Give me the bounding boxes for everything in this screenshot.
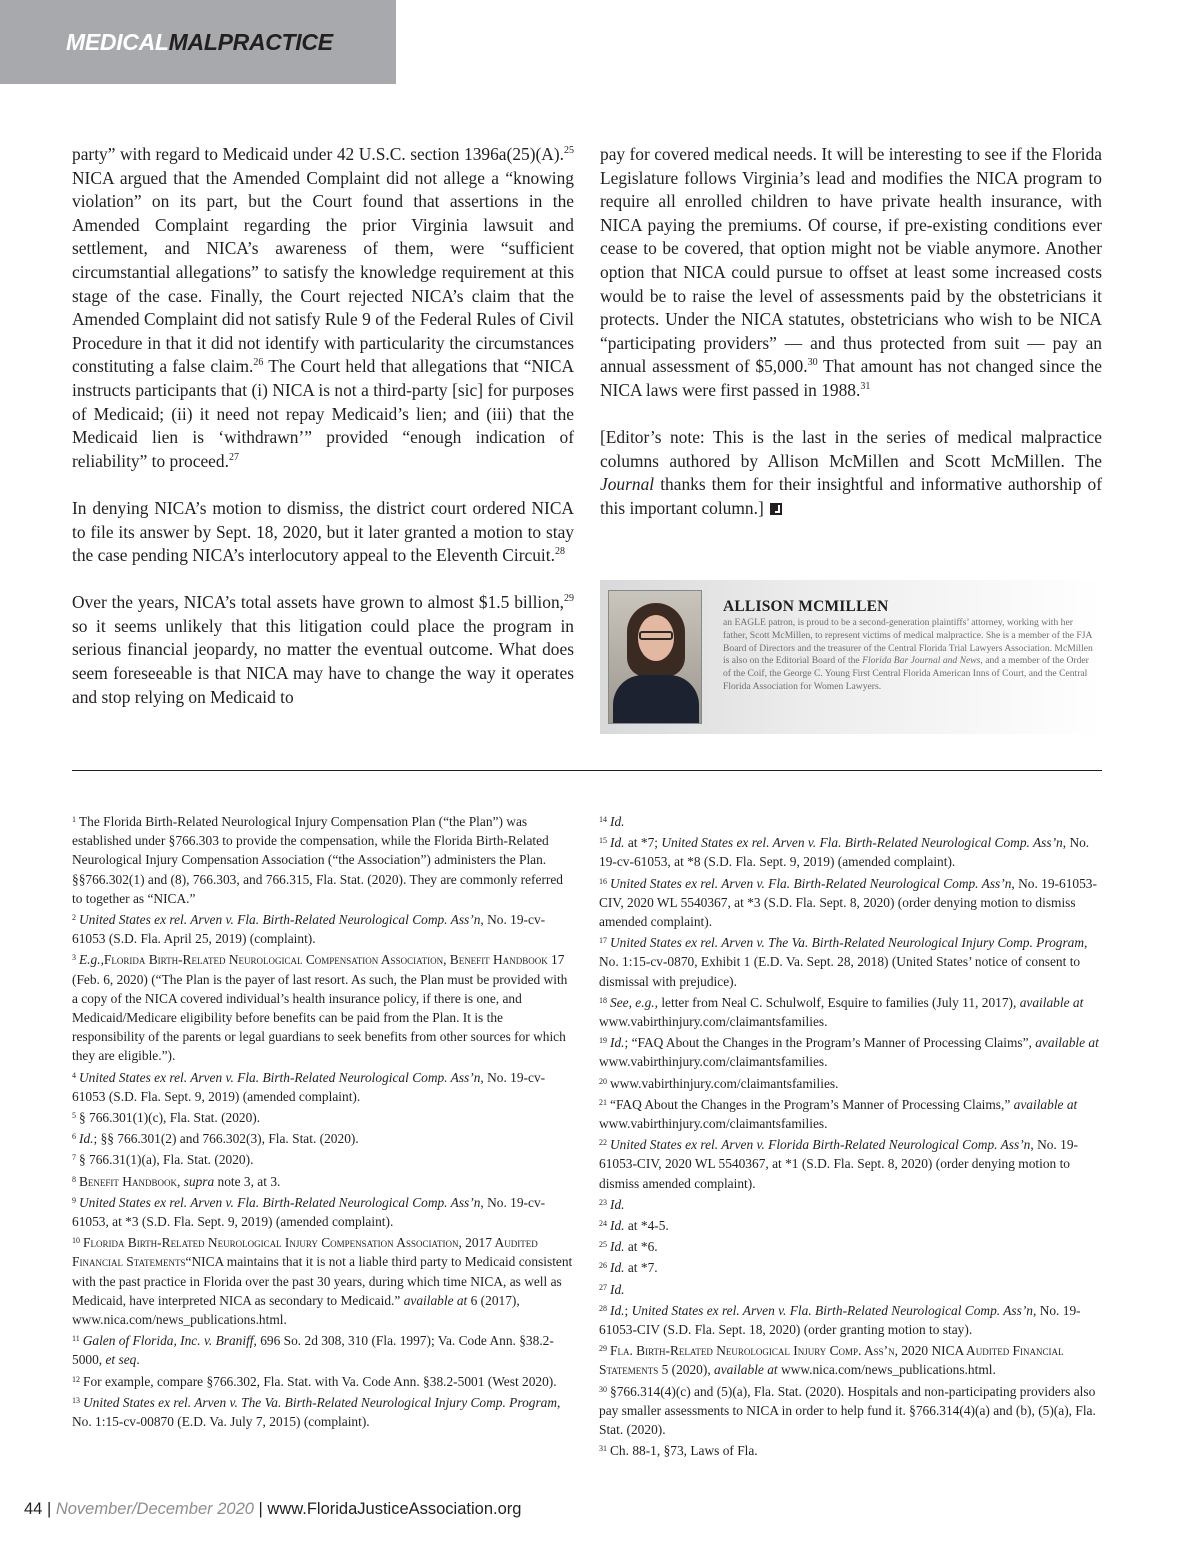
footnote-ref[interactable]: 30: [807, 357, 818, 369]
footnote-text: Id.: [610, 1281, 625, 1297]
footnote-text: United States ex rel. Arven v. Fla. Birth-Related Neurological Comp. Ass’n: [661, 835, 1063, 851]
footnote-text: 5 (2020),: [658, 1362, 715, 1378]
footnote-number: 6: [72, 1132, 76, 1142]
body-paragraph: [72, 497, 574, 568]
footnote-text: , No. 19-cv-61053 (S.D. Fla. April 25, 2019) (complaint).: [72, 912, 546, 947]
footnote-number: 9: [72, 1195, 76, 1205]
footnote-number: 15: [599, 836, 607, 846]
footnote-text: letter from Neal C. Schulwolf, Esquire to families (July 11, 2017),: [657, 994, 1020, 1010]
footnote-number: 18: [599, 995, 607, 1005]
footnote-31: [599, 1439, 1101, 1460]
footnote-text: , No. 1:15-cv-0870, Exhibit 1 (E.D. Va. Sept. 28, 2018) (United States’ notice of consent to dismissal with prejudice).: [599, 935, 1088, 989]
footnote-text: 6 (2017),: [467, 1292, 520, 1308]
section-title-part2: MALPRACTICE: [168, 29, 333, 55]
footnote-9: [72, 1191, 574, 1231]
footnote-24: [599, 1214, 1101, 1235]
author-name: ALLISON MCMILLEN: [723, 598, 889, 615]
footnote-18: [599, 991, 1101, 1031]
footnote-text: United States ex rel. Arven v. Fla. Birth-Related Neurological Comp. Ass’n: [79, 1194, 481, 1210]
footnote-text: .: [136, 1352, 140, 1368]
footnote-text: Id.: [610, 1218, 625, 1234]
section-title-part1: MEDICAL: [66, 29, 169, 55]
footnote-text: Fla. Birth-Related Neurological Injury Comp. Ass’n, 2020 NICA Audited Financial Statements: [599, 1343, 1064, 1378]
footnote-text: 17 (Feb. 6, 2020) (“The Plan is the payer of last resort. As such, the Plan must be provided with a copy of the NICA covered individual’s health insurance policy, if there is one, and Medicaid/Medicare eligibility before benefits can be paid from the Plan. It is the responsibility of the parents or legal guardians to seek benefits from other sources for which they are eligible.”).: [72, 952, 568, 1064]
footnote-text: Id.: [610, 1260, 625, 1276]
footnote-text: available at: [403, 1292, 468, 1308]
footnote-text: United States ex rel. Arven v. Fla. Birth-Related Neurological Comp. Ass’n: [610, 875, 1012, 891]
footnote-text: et seq: [105, 1352, 137, 1368]
footnote-text: § 766.301(1)(c), Fla. Stat. (2020).: [79, 1110, 261, 1126]
footnote-number: 2: [72, 913, 76, 923]
body-column-right: [600, 143, 1102, 521]
footnote-22: [599, 1133, 1101, 1193]
footnote-text: United States ex rel. Arven v. The Va. Birth-Related Neurological Injury Comp. Program: [83, 1394, 558, 1410]
body-paragraph: [72, 591, 574, 709]
footnote-number: 23: [599, 1197, 607, 1207]
footnote-text: www.nica.com/news_publications.html.: [777, 1362, 996, 1378]
author-bio-text: [723, 617, 1097, 694]
body-paragraph: [600, 143, 1102, 403]
footnote-text: E.g.,: [79, 952, 104, 968]
footnote-30: [599, 1380, 1101, 1440]
footnote-text: ;: [624, 1302, 632, 1318]
footnote-text: Florida Birth-Related Neurological Compensation Association, Benefit Handbook: [103, 952, 548, 968]
footnote-number: 8: [72, 1174, 76, 1184]
editors-note: [600, 426, 1102, 520]
footnote-text: , No. 19-61053-CIV (S.D. Fla. Sept. 18, 2020) (order granting motion to stay).: [599, 1302, 1081, 1338]
footnote-text: , No. 19-cv-61053 (S.D. Fla. Sept. 9, 2019) (amended complaint).: [72, 1069, 546, 1104]
body-text: NICA argued that the Amended Complaint did not allege a “knowing violation” on its part, but the Court found that assertions in the Amended Complaint regarding the prior Virginia lawsuit and settlement, and NICA’s awareness of them, were “sufficient circumstantial allegations” to satisfy the knowledge requirement at this stage of the case. Finally, the Court rejected NICA’s claim that the Amended Complaint did not satisfy Rule 9 of the Federal Rules of Civil Procedure in that it did not identify with particularity the circumstances constituting a false claim.: [72, 167, 574, 377]
footnote-text: United States ex rel. Arven v. Fla. Birth-Related Neurological Comp. Ass’n: [79, 912, 481, 928]
footnote-7: [72, 1148, 574, 1169]
footnote-text: , 696 So. 2d 308, 310 (Fla. 1997); Va. Code Ann. §38.2-5000,: [72, 1333, 554, 1368]
journal-title: Journal: [600, 474, 655, 495]
footnote-text: , No. 19-61053-CIV, 2020 WL 5540367, at *1 (S.D. Fla. Sept. 8, 2020) (order denying motion to dismiss amended complaint).: [599, 1137, 1078, 1191]
footnote-number: 20: [599, 1076, 607, 1086]
footnote-text: Benefit Handbook: [79, 1173, 177, 1189]
body-column-left: [72, 143, 574, 709]
footnote-text: United States ex rel. Arven v. The Va. Birth-Related Neurological Injury Comp. Program: [610, 935, 1085, 951]
footnote-text: ; “FAQ About the Changes in the Program’s Manner of Processing Claims”,: [624, 1035, 1036, 1051]
footnote-text: United States ex rel. Arven v. Fla. Birth-Related Neurological Comp. Ass’n: [79, 1069, 481, 1085]
body-text: party” with regard to Medicaid under 42 U.S.C. section 1396a(25)(A).: [72, 144, 564, 164]
footnote-ref[interactable]: 26: [253, 357, 264, 369]
footnote-2: [72, 908, 574, 948]
footnote-text: Id.: [610, 1239, 625, 1255]
footnote-text: ,: [176, 1173, 184, 1189]
footnote-10: [72, 1231, 574, 1329]
footnote-text: note 3, at 3.: [214, 1173, 281, 1189]
footnote-text: See, e.g.,: [610, 994, 658, 1010]
footnote-ref[interactable]: 29: [564, 593, 574, 605]
footnote-text: §766.314(4)(c) and (5)(a), Fla. Stat. (2020). Hospitals and non-participating providers also pay smaller assessments to NICA in order to help fund it. §766.314(4)(a) and (b), (5)(a), Fla. Stat. (2020).: [599, 1383, 1096, 1438]
footnote-1: [72, 810, 574, 908]
author-bio-box: [600, 580, 1102, 734]
footnote-11: [72, 1329, 574, 1369]
footnote-text: at *7;: [624, 835, 662, 851]
footnote-number: 4: [72, 1070, 76, 1080]
footnote-text: available at: [1035, 1035, 1099, 1051]
footnote-15: [599, 831, 1101, 871]
footnote-text: at *6.: [624, 1239, 658, 1255]
footnote-26: [599, 1256, 1101, 1277]
author-photo: [608, 590, 702, 724]
footnote-text: at *4-5.: [624, 1218, 669, 1234]
body-text: so it seems unlikely that this litigation could place the program in serious financial jeopardy, no matter the eventual outcome. What does seem foreseeable is that NICA may have to change the way it operates and stop relying on Medicaid to: [72, 615, 574, 707]
footnote-28: [599, 1299, 1101, 1339]
footnote-number: 13: [72, 1395, 80, 1405]
footnote-number: 7: [72, 1153, 76, 1163]
footnote-number: 22: [599, 1138, 607, 1148]
footnote-number: 3: [72, 953, 76, 963]
footnote-text: Id.: [610, 1035, 625, 1051]
footnote-16: [599, 872, 1101, 932]
footnote-text: at *7.: [624, 1260, 658, 1276]
footnote-number: 21: [599, 1097, 607, 1107]
footnote-text: , No. 19-cv-61053, at *3 (S.D. Fla. Sept. 9, 2019) (amended complaint).: [72, 1194, 546, 1230]
footnote-number: 30: [599, 1384, 607, 1394]
footnote-number: 5: [72, 1111, 76, 1121]
footnote-20: [599, 1072, 1101, 1093]
footnotes-left-column: [72, 810, 574, 1431]
body-text: pay for covered medical needs. It will be interesting to see if the Florida Legislature follows Virginia’s lead and modifies the NICA program to require all enrolled children to have private health insurance, with NICA paying the premiums. Of course, if pre-existing conditions ever cease to be covered, that option might not be viable anymore. Another option that NICA could pursue to offset at least some increased costs would be to raise the level of assessments paid by the obstetricians it protects. Under the NICA statutes, obstetricians who wish to be NICA “participating providers” — and thus protected from suit — pay an annual assessment of $5,000.: [600, 144, 1102, 377]
website-link[interactable]: www.FloridaJusticeAssociation.org: [267, 1500, 522, 1518]
footnote-text: Florida Birth-Related Neurological Injury Compensation Association, 2017 Audited Financial Statements: [72, 1235, 538, 1270]
footnote-25: [599, 1235, 1101, 1256]
footnote-13: [72, 1391, 574, 1431]
footnote-text: , No. 19-cv-61053, at *8 (S.D. Fla. Sept. 9, 2019) (amended complaint).: [599, 835, 1090, 870]
body-text: That amount has not changed since the NICA laws were first passed in 1988.: [600, 356, 1102, 400]
footnote-text: ; §§ 766.301(2) and 766.302(3), Fla. Stat. (2020).: [93, 1131, 359, 1147]
footnote-text: www.vabirthinjury.com/claimantsfamilies.: [610, 1075, 839, 1091]
footnote-text: , No. 19-61053-CIV, 2020 WL 5540367, at *3 (S.D. Fla. Sept. 8, 2020) (order denying motion to dismiss amended complaint).: [599, 875, 1097, 930]
footnote-number: 24: [599, 1219, 607, 1229]
footnote-text: supra: [183, 1173, 215, 1189]
footnote-text: Id.: [79, 1131, 94, 1147]
footnote-number: 10: [72, 1236, 80, 1246]
footnote-text: Id.: [610, 1302, 625, 1318]
page-footer: [24, 1500, 521, 1519]
footnote-6: [72, 1127, 574, 1148]
footnote-number: 17: [599, 936, 607, 946]
footnote-text: available at: [1013, 1096, 1078, 1112]
footnote-ref[interactable]: 28: [554, 546, 565, 558]
footnote-text: www.vabirthinjury.com/claimantsfamilies.: [599, 1116, 828, 1132]
footnote-3: [72, 948, 574, 1065]
footnote-text: Id.: [610, 1196, 625, 1212]
footnote-number: 26: [599, 1261, 607, 1271]
footnote-text: available at: [1019, 994, 1084, 1010]
section-title: [66, 29, 333, 56]
footnote-number: 16: [599, 876, 607, 886]
footer-separator: |: [253, 1500, 268, 1518]
page-number: 44: [24, 1500, 43, 1518]
footnote-text: Id.: [610, 814, 625, 829]
footnote-21: [599, 1093, 1101, 1133]
footnote-14: [599, 810, 1101, 831]
footnote-text: United States ex rel. Arven v. Fla. Birth-Related Neurological Comp. Ass’n: [631, 1302, 1033, 1318]
footnote-number: 12: [72, 1374, 80, 1384]
footnotes-right-column: [599, 810, 1101, 1461]
footnote-17: [599, 931, 1101, 991]
body-text: The Court held that allegations that “NICA instructs participants that (i) NICA is not a third-party [sic] for purposes of Medicaid; (ii) it need not repay Medicaid’s lien; and (iii) that the Medicaid lien is ‘withdrawn’” provided “enough indication of reliability” to proceed.: [72, 356, 575, 471]
body-text: In denying NICA’s motion to dismiss, the district court ordered NICA to file its answer by Sept. 18, 2020, but it later granted a motion to stay the case pending NICA’s interlocutory appeal to the Eleventh Circuit.: [72, 497, 574, 566]
body-text: Over the years, NICA’s total assets have grown to almost $1.5 billion,: [72, 592, 564, 613]
footnote-text: www.nica.com/news_publications.html.: [72, 1312, 287, 1328]
footnote-text: available at: [714, 1362, 778, 1378]
footnote-23: [599, 1193, 1101, 1214]
footnote-19: [599, 1031, 1101, 1071]
footnote-text: United States ex rel. Arven v. Florida Birth-Related Neurological Comp. Ass’n: [610, 1137, 1031, 1153]
footnote-text: The Florida Birth-Related Neurological Injury Compensation Plan (“the Plan”) was established under §766.303 to provide the compensation, while the Florida Birth-Related Neurological Injury Compensation Association (“the Association”) administers the Plan. §§766.302(1) and (8), 766.303, and 766.315, Fla. Stat. (2020). They are commonly referred to together as “NICA.”: [72, 814, 564, 906]
footnote-29: [599, 1339, 1101, 1379]
footnote-ref[interactable]: 27: [228, 451, 239, 463]
footnote-ref[interactable]: 31: [860, 381, 871, 393]
bio-publication-title: Florida Bar Journal and News: [862, 655, 981, 667]
footnote-number: 19: [599, 1036, 607, 1046]
footnote-4: [72, 1066, 574, 1106]
bio-text-part: , and a member of the Order of the Coif, the George C. Young First Central Florida American Inns of Court, and the Central Florida Association for Women Lawyers.: [723, 655, 1089, 692]
footnote-8: [72, 1170, 574, 1191]
footnote-27: [599, 1278, 1101, 1299]
body-paragraph: [72, 143, 574, 473]
footnote-text: For example, compare §766.302, Fla. Stat. with Va. Code Ann. §38.2-5001 (West 2020).: [83, 1373, 557, 1389]
footnote-text: , No. 1:15-cv-00870 (E.D. Va. July 7, 2015) (complaint).: [72, 1394, 561, 1430]
footnote-number: 11: [72, 1334, 80, 1344]
footnote-divider: [72, 770, 1102, 771]
footnote-text: “FAQ About the Changes in the Program’s Manner of Processing Claims,”: [610, 1096, 1014, 1112]
end-of-article-icon: [770, 503, 782, 515]
body-text: thanks them for their insightful and informative authorship of this important column.]: [600, 474, 1102, 518]
footnote-number: 28: [599, 1303, 607, 1313]
footnote-number: 31: [599, 1444, 607, 1454]
footnote-text: § 766.31(1)(a), Fla. Stat. (2020).: [79, 1152, 254, 1168]
footnote-number: 14: [599, 815, 607, 824]
bio-text-part: an EAGLE patron, is proud to be a second-generation plaintiffs’ attorney, working with her father, Scott McMillen, to represent victims of medical malpractice. She is a member of the FJA Board of Directors and the treasurer of the Central Florida Trial Lawyers Association. McMillen is also on the Editorial Board of the: [723, 617, 1093, 667]
footnote-text: Id.: [610, 835, 625, 851]
footnote-text: Galen of Florida, Inc. v. Braniff: [82, 1333, 254, 1349]
footnote-number: 29: [599, 1344, 607, 1354]
footnote-text: www.vabirthinjury.com/claimantsfamilies.: [599, 1014, 828, 1030]
footnote-ref[interactable]: 25: [564, 145, 574, 157]
footnote-text: Ch. 88-1, §73, Laws of Fla.: [610, 1443, 758, 1459]
footnote-text: www.vabirthinjury.com/claimantsfamilies.: [599, 1054, 828, 1070]
footnote-5: [72, 1106, 574, 1127]
footnote-number: 27: [599, 1282, 607, 1292]
footnote-number: 25: [599, 1240, 607, 1250]
footnote-12: [72, 1370, 574, 1391]
footnote-number: 1: [72, 815, 76, 824]
body-text: [Editor’s note: This is the last in the series of medical malpractice columns authored by Allison McMillen and Scott McMillen. The: [600, 427, 1102, 471]
footer-separator: |: [42, 1500, 56, 1518]
footnote-text: “NICA maintains that it is not a liable third party to Medicaid consistent with the past practice in Florida over the past 30 years, during which time NICA, as well as Medicaid, have interpreted NICA as secondary to Medicaid.”: [72, 1254, 573, 1308]
issue-date: November/December 2020: [55, 1500, 254, 1518]
